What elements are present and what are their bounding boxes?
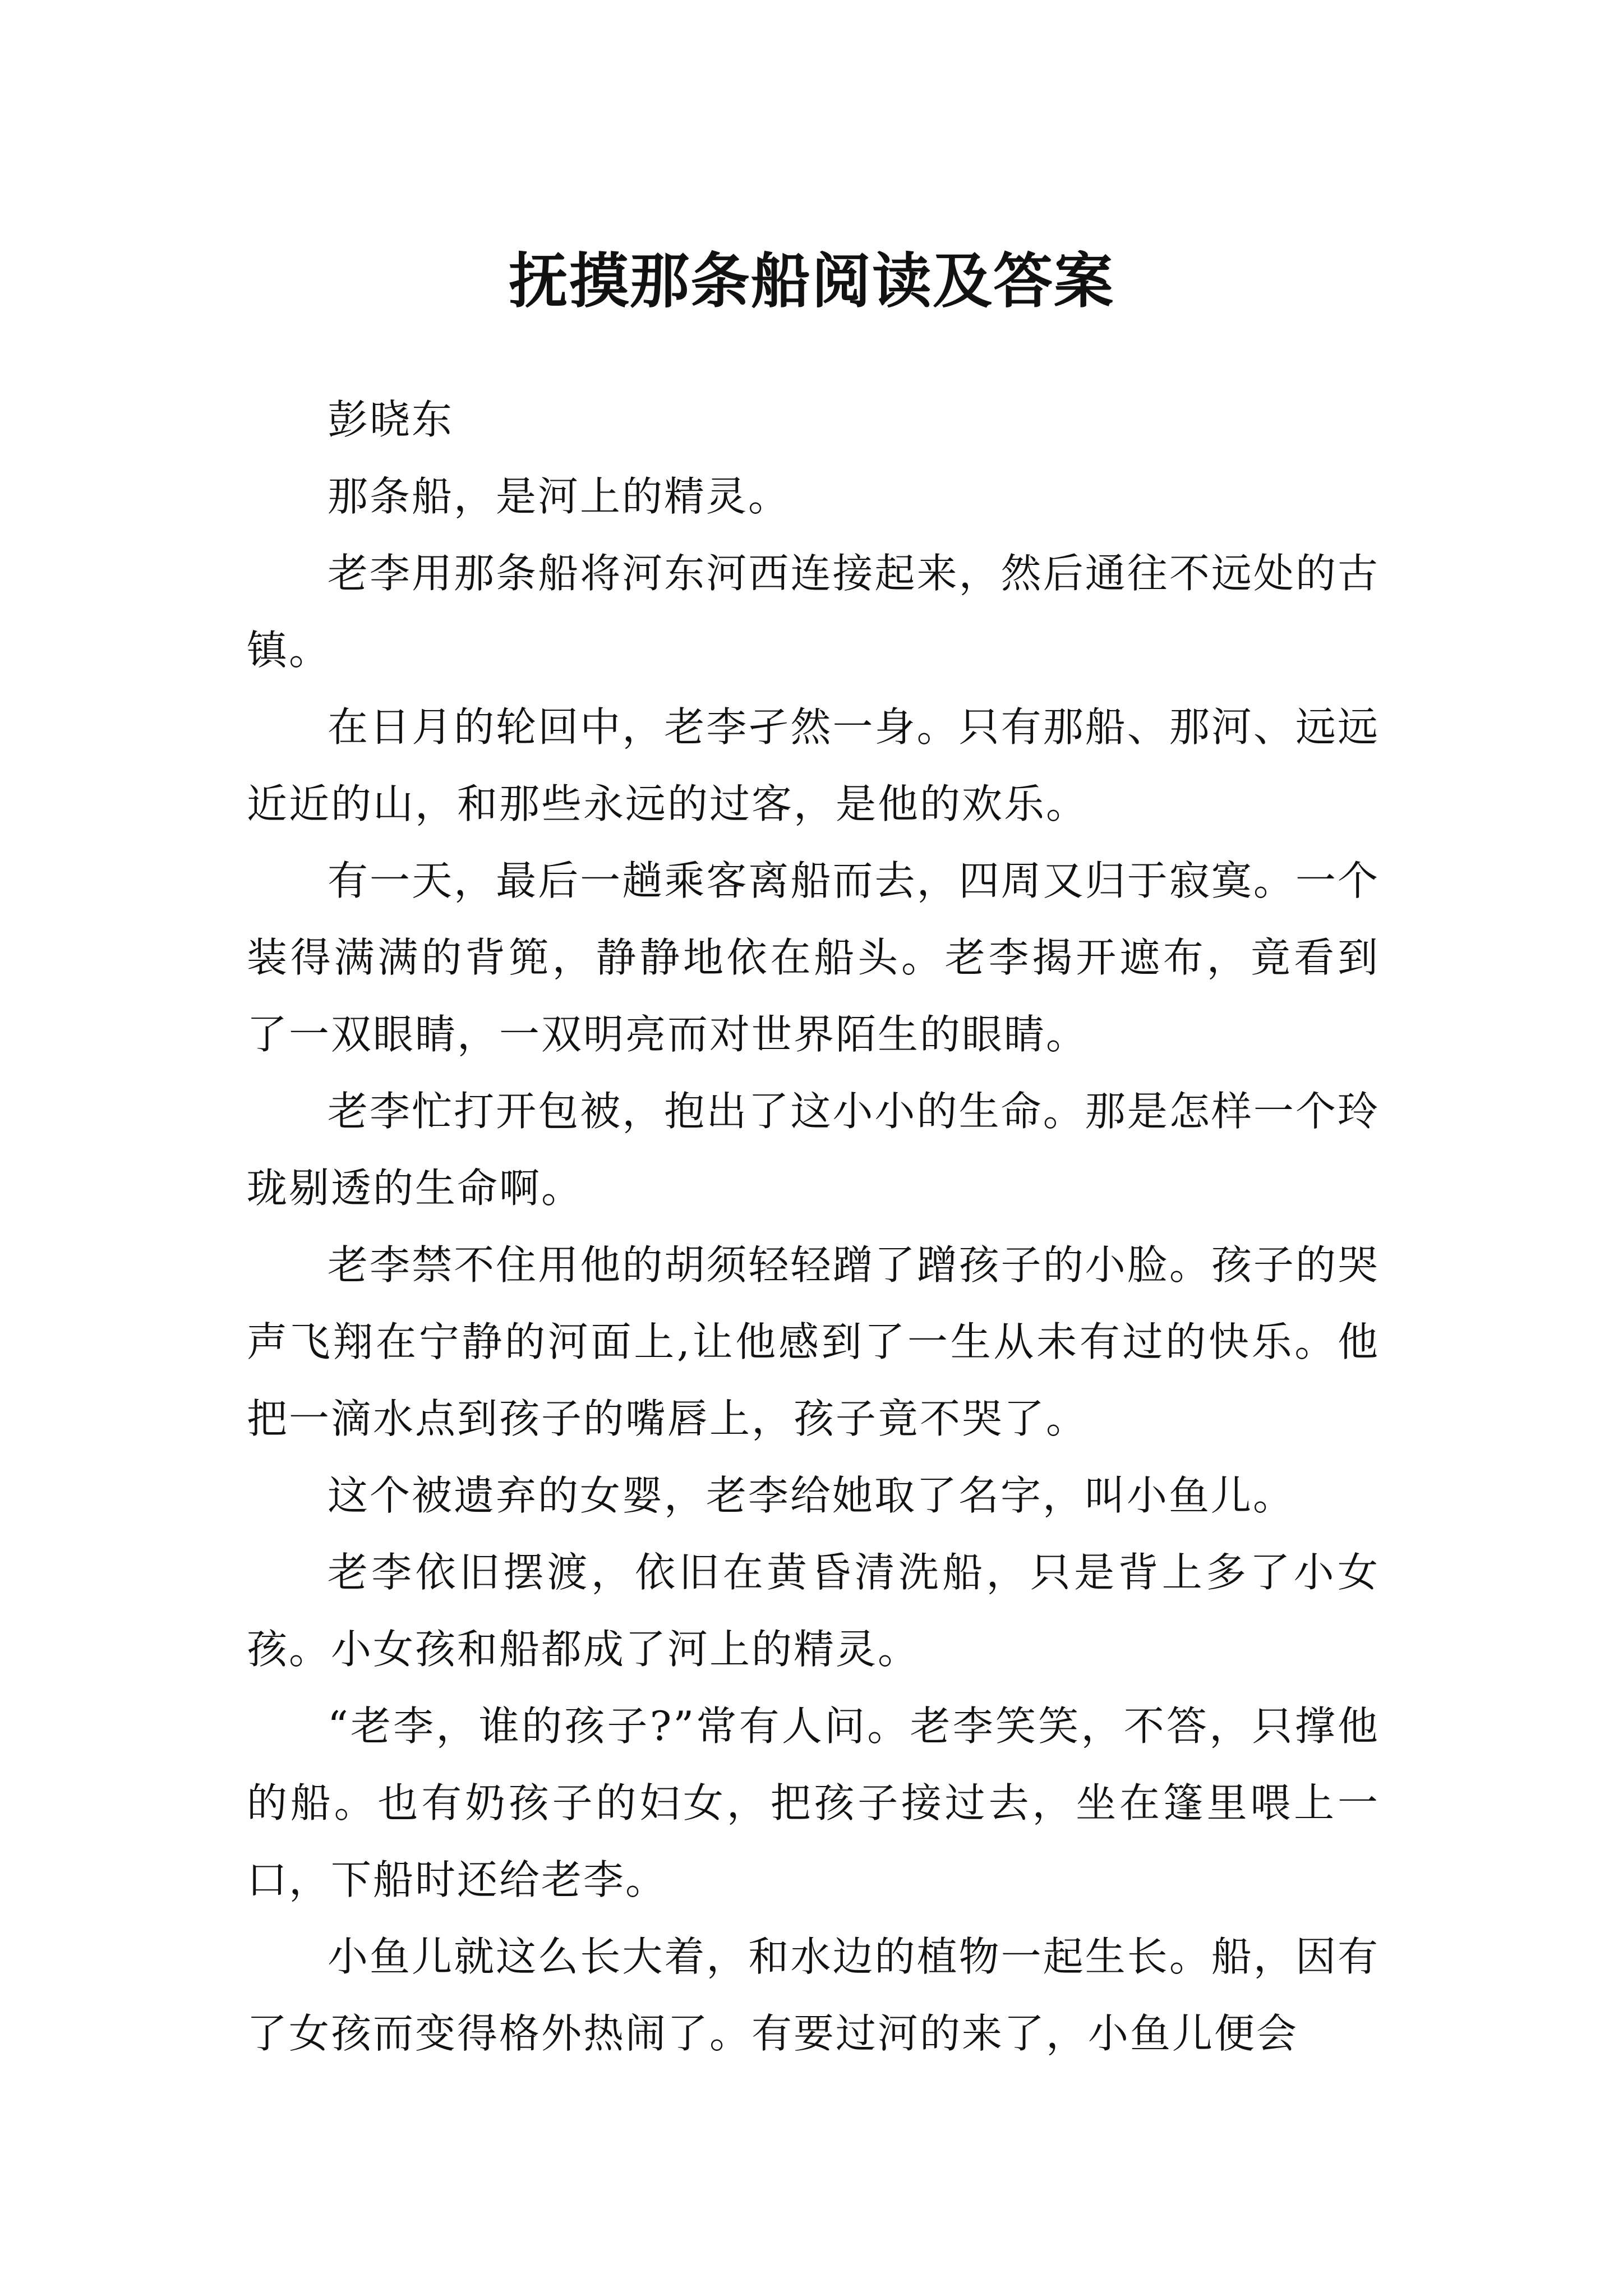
paragraph: 有一天，最后一趟乘客离船而去，四周又归于寂寞。一个装得满满的背篼，静静地依在船头。老李揭开遮布，竟看到了一双眼睛，一双明亮而对世界陌生的眼睛。 xyxy=(247,857,1380,1058)
author-line: 彭晓东 xyxy=(328,396,454,443)
document-title: 抚摸那条船阅读及答案 xyxy=(509,246,1114,316)
paragraph: 老李忙打开包被，抱出了这小小的生命。那是怎样一个玲珑剔透的生命啊。 xyxy=(247,1088,1380,1212)
paragraph: 这个被遗弃的女婴，老李给她取了名字，叫小鱼儿。 xyxy=(328,1472,1295,1519)
document-body xyxy=(247,381,1380,2072)
paragraph: 老李依旧摆渡，依旧在黄昏清洗船，只是背上多了小女孩。小女孩和船都成了河上的精灵。 xyxy=(247,1549,1380,1673)
paragraph: 那条船，是河上的精灵。 xyxy=(328,473,791,520)
paragraph: “老李，谁的孩子?”常有人问。老李笑笑，不答，只撑他的船。也有奶孩子的妇女，把孩子接过去，坐在篷里喂上一口，下船时还给老李。 xyxy=(247,1703,1380,1903)
paragraph: 老李用那条船将河东河西连接起来，然后通往不远处的古镇。 xyxy=(247,550,1380,674)
paragraph: 老李禁不住用他的胡须轻轻蹭了蹭孩子的小脸。孩子的哭声飞翔在宁静的河面上,让他感到了一生从未有过的快乐。他把一滴水点到孩子的嘴唇上，孩子竟不哭了。 xyxy=(247,1241,1380,1442)
paragraph: 小鱼儿就这么长大着，和水边的植物一起生长。船，因有了女孩而变得格外热闹了。有要过河的来了，小鱼儿便会 xyxy=(247,1933,1380,2057)
paragraph: 在日月的轮回中，老李孑然一身。只有那船、那河、远远近近的山，和那些永远的过客，是他的欢乐。 xyxy=(247,703,1380,827)
